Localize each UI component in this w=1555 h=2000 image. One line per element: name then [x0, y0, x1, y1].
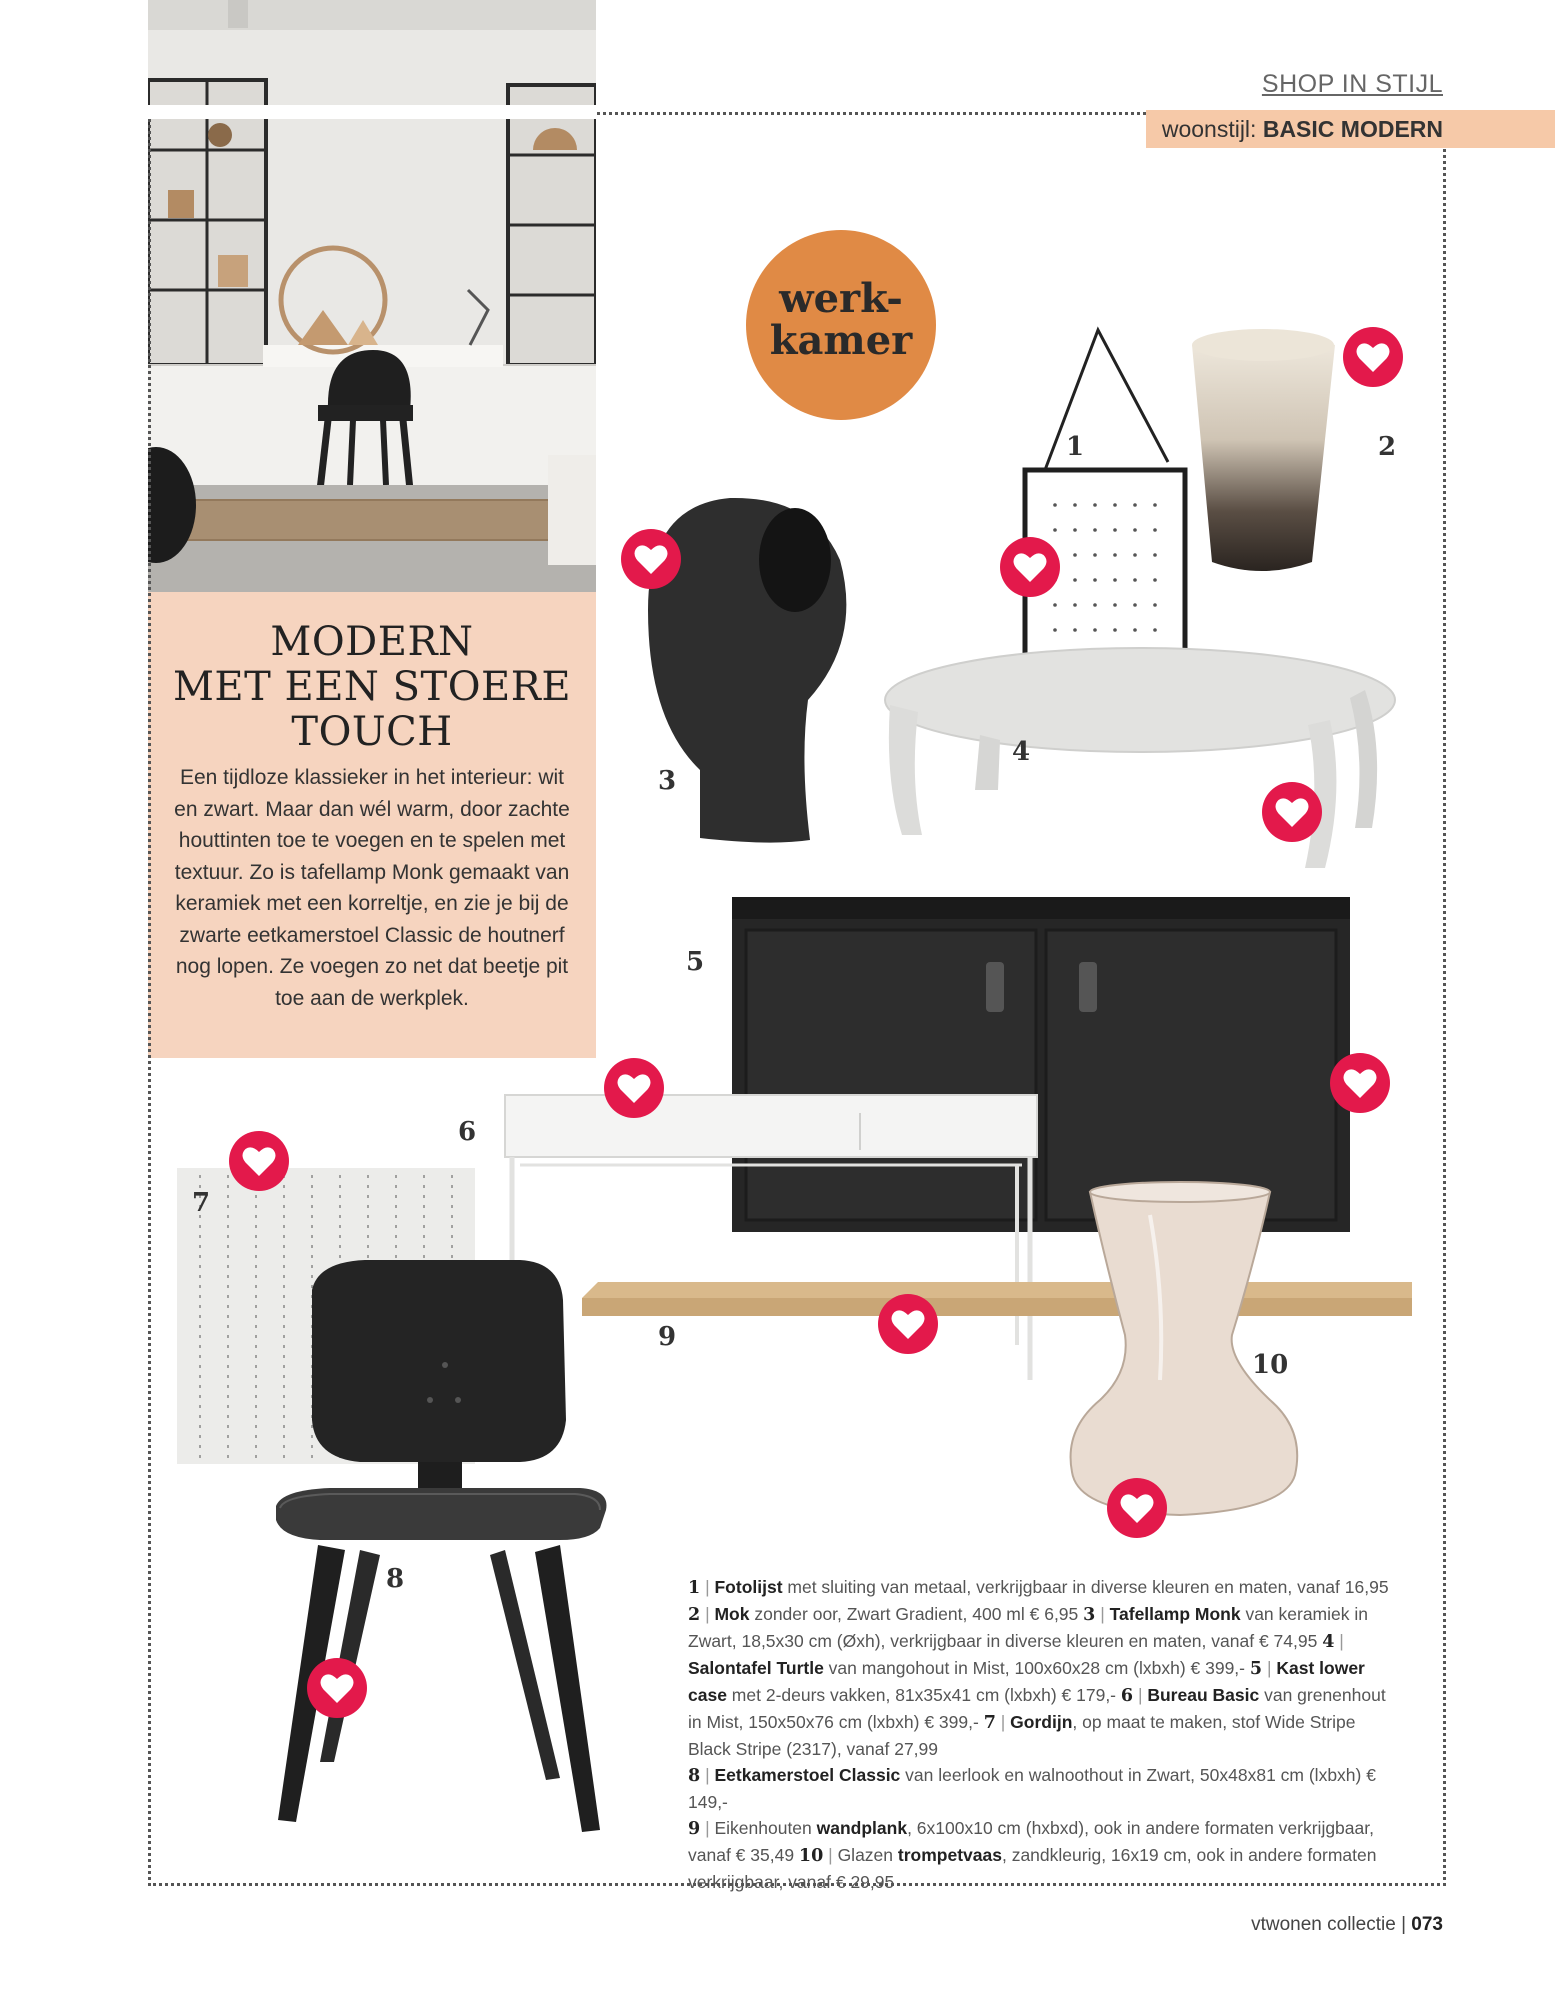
- intro-title-line-1: MODERN: [270, 619, 474, 665]
- page-footer: [1251, 1914, 1443, 1936]
- favorite-heart-icon-desk[interactable]: [604, 1058, 664, 1118]
- product-number-3: 3: [658, 766, 677, 796]
- favorite-heart-icon-chair[interactable]: [307, 1658, 367, 1718]
- product-coffee-table: [885, 648, 1395, 868]
- product-number-9: 9: [658, 1322, 677, 1352]
- favorite-heart-icon-frame[interactable]: [1000, 537, 1060, 597]
- product-number-8: 8: [386, 1564, 405, 1594]
- favorite-heart-icon-vase[interactable]: [1107, 1478, 1167, 1538]
- product-number-2: 2: [1378, 432, 1397, 462]
- product-number-10: 10: [1252, 1350, 1289, 1380]
- product-number-7: 7: [192, 1188, 211, 1218]
- style-prefix: woonstijl:: [1161, 116, 1257, 142]
- intro-body: Een tijdloze klassieker in het interieur: wit en zwart. Maar dan wél warm, door zachte houttinten toe te voegen en te spelen met textuur. Zo is tafellamp Monk gemaakt van keramiek met een korreltje, en zie je bij de zwarte eetkamerstoel Classic de houtnerf nog lopen. Ze voegen zo net dat beetje pit toe aan de werkplek.: [174, 766, 570, 1010]
- product-mug: [1192, 329, 1335, 571]
- favorite-heart-icon-lamp[interactable]: [621, 529, 681, 589]
- badge-line-1: werk-: [779, 275, 903, 322]
- product-wall-shelf: [582, 1282, 1412, 1316]
- badge-line-2: kamer: [769, 317, 913, 364]
- intro-title-line-2: MET EEN STOERE: [172, 664, 572, 710]
- favorite-heart-icon-coffee-table[interactable]: [1262, 782, 1322, 842]
- product-caption: [688, 1574, 1398, 1895]
- caption-item: 10 | Glazen trompetvaas, zandkleurig, 16x19 cm, ook in andere formaten verkrijgbaar, vanaf € 29,95: [688, 1845, 1377, 1892]
- favorite-heart-icon-cabinet[interactable]: [1330, 1053, 1390, 1113]
- product-number-1: 1: [1066, 432, 1085, 462]
- product-number-6: 6: [458, 1117, 477, 1147]
- favorite-heart-icon-curtain[interactable]: [229, 1131, 289, 1191]
- product-number-5: 5: [686, 947, 705, 977]
- favorite-heart-icon-mug[interactable]: [1343, 327, 1403, 387]
- intro-title-line-3: TOUCH: [291, 709, 453, 755]
- product-cabinet: [732, 897, 1350, 1232]
- section-label[interactable]: SHOP IN STIJL: [1261, 70, 1443, 98]
- caption-item: 2 | Mok zonder oor, Zwart Gradient, 400 ml € 6,95: [688, 1604, 1084, 1625]
- caption-item: 5 | Kast lower case met 2-deurs vakken, 81x35x41 cm (lxbxh) € 179,-: [688, 1658, 1365, 1705]
- footer-brand: vtwonen collectie: [1251, 1914, 1396, 1935]
- page-number: 073: [1411, 1914, 1443, 1935]
- favorite-heart-icon-wall-shelf[interactable]: [878, 1294, 938, 1354]
- product-photo-frame: [1025, 330, 1185, 685]
- product-dining-chair: [276, 1260, 606, 1832]
- caption-item: 1 | Fotolijst met sluiting van metaal, verkrijgbaar in diverse kleuren en maten, vanaf 16,95: [688, 1577, 1389, 1598]
- caption-item: 8 | Eetkamerstoel Classic van leerlook en walnoothout in Zwart, 50x48x81 cm (lxbxh) € 149,-: [688, 1765, 1376, 1812]
- footer-sep: |: [1401, 1914, 1407, 1935]
- caption-item: 9 | Eikenhouten wandplank, 6x100x10 cm (hxbxd), ook in andere formaten verkrijgbaar, vanaf € 35,49: [688, 1818, 1374, 1865]
- style-name: BASIC MODERN: [1262, 116, 1443, 142]
- product-desk: [505, 1095, 1037, 1380]
- product-number-4: 4: [1012, 737, 1031, 767]
- caption-item: 7 | Gordijn, op maat te maken, stof Wide Stripe Black Stripe (2317), vanaf 27,99: [688, 1712, 1356, 1759]
- caption-item: 4 | Salontafel Turtle van mangohout in Mist, 100x60x28 cm (lxbxh) € 399,-: [688, 1631, 1344, 1678]
- caption-item: 6 | Bureau Basic van grenenhout in Mist, 150x50x76 cm (lxbxh) € 399,-: [688, 1685, 1386, 1732]
- caption-item: 3 | Tafellamp Monk van keramiek in Zwart, 18,5x30 cm (Øxh), verkrijgbaar in diverse kleuren en maten, vanaf € 74,95: [688, 1604, 1368, 1651]
